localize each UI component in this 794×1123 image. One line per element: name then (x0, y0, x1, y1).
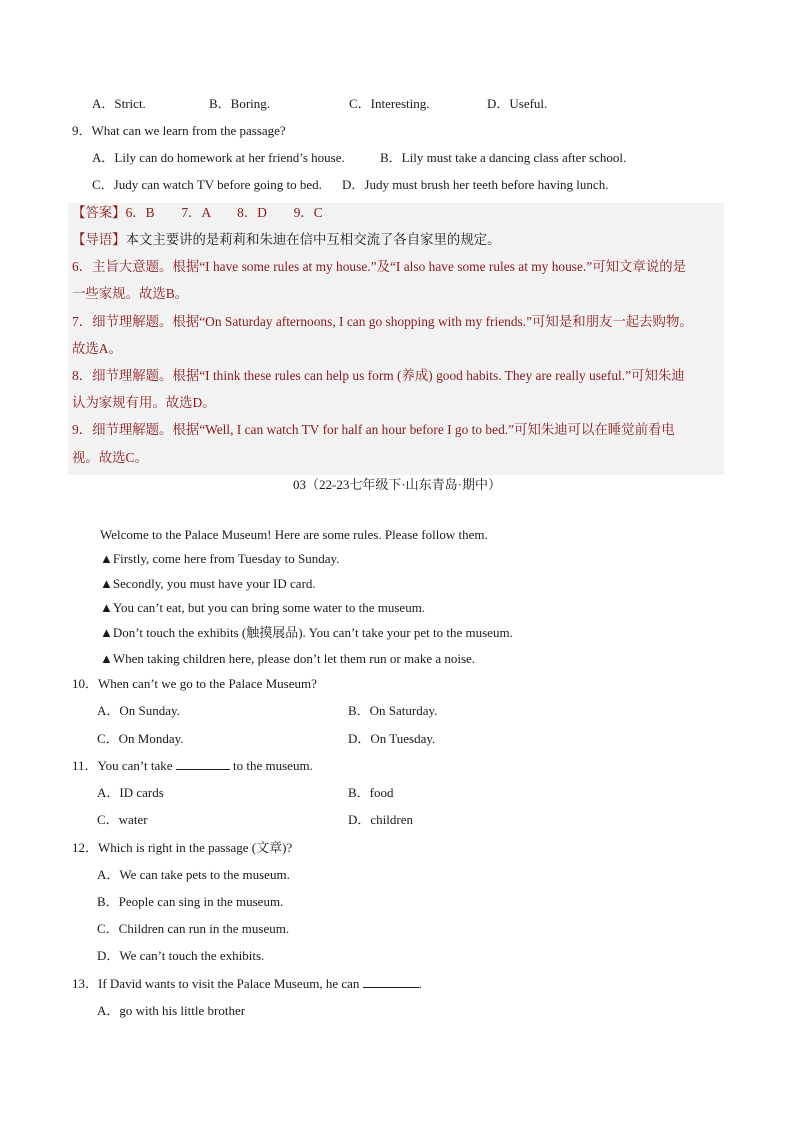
q9-option-b: B．Lily must take a dancing class after school. (380, 150, 627, 165)
q10-option-c: C．On Monday. (97, 731, 184, 746)
passage-intro: Welcome to the Palace Museum! Here are some rules. Please follow them. (100, 527, 488, 542)
guide-text: 本文主要讲的是莉莉和朱迪在信中互相交流了各自家里的规定。 (125, 232, 501, 247)
q10-option-b: B．On Saturday. (348, 703, 438, 718)
answers-tag: 【答案】 (72, 205, 126, 220)
q11-option-b: B．food (348, 785, 394, 800)
q11-option-a: A．ID cards (97, 785, 164, 800)
q12-stem: 12．Which is right in the passage (文章)? (72, 840, 293, 855)
explanation-9-line2: 视。故选C。 (72, 450, 148, 465)
q13-stem-post: . (418, 976, 422, 991)
explanation-8-line1: 8．细节理解题。根据“I think these rules can help us form (养成) good habits. They are really useful.”可知朱迪 (72, 368, 685, 383)
q11-stem-post: to the museum. (229, 758, 313, 773)
answers-line (72, 204, 323, 222)
q10-option-d: D．On Tuesday. (348, 731, 436, 746)
q11-blank (176, 757, 230, 770)
q11-stem-pre: 11．You can’t take (72, 758, 176, 773)
q11-option-c: C．water (97, 812, 148, 827)
q9-option-c: C．Judy can watch TV before going to bed. (92, 177, 322, 192)
explanation-7-line2: 故选A。 (72, 341, 122, 356)
section-heading: 03（22-23七年级下·山东青岛·期中） (293, 477, 501, 492)
q13-blank (363, 975, 419, 988)
q12-option-b: B．People can sing in the museum. (97, 894, 284, 909)
guide-tag: 【导语】 (72, 232, 126, 247)
q11-option-d: D．children (348, 812, 413, 827)
q8-option-d: D．Useful. (487, 96, 548, 111)
passage-rule-2: ▲Secondly, you must have your ID card. (100, 576, 316, 591)
q10-option-a: A．On Sunday. (97, 703, 180, 718)
passage-rule-3: ▲You can’t eat, but you can bring some water to the museum. (100, 600, 426, 615)
answers-text: 6．B 7．A 8．D 9．C (125, 205, 323, 220)
explanation-6-line1: 6．主旨大意题。根据“I have some rules at my house.”及“I also have some rules at my house.”可知文章说的是 (72, 259, 686, 274)
q9-option-d: D．Judy must brush her teeth before having lunch. (342, 177, 609, 192)
q8-option-a: A．Strict. (92, 96, 146, 111)
q12-option-c: C．Children can run in the museum. (97, 921, 290, 936)
passage-rule-5: ▲When taking children here, please don’t let them run or make a noise. (100, 651, 476, 666)
q11-stem (72, 757, 313, 775)
q12-option-a: A．We can take pets to the museum. (97, 867, 290, 882)
q13-stem (72, 975, 422, 993)
q12-option-d: D．We can’t touch the exhibits. (97, 948, 265, 963)
q13-stem-pre: 13．If David wants to visit the Palace Museum, he can (72, 976, 363, 991)
explanation-7-line1: 7．细节理解题。根据“On Saturday afternoons, I can go shopping with my friends.”可知是和朋友一起去购物。 (72, 314, 693, 329)
explanation-6-line2: 一些家规。故选B。 (72, 286, 189, 301)
q10-stem: 10．When can’t we go to the Palace Museum? (72, 676, 317, 691)
passage-rule-1: ▲Firstly, come here from Tuesday to Sunday. (100, 551, 340, 566)
q8-option-c: C．Interesting. (349, 96, 430, 111)
q8-option-b: B．Boring. (209, 96, 271, 111)
explanation-9-line1: 9．细节理解题。根据“Well, I can watch TV for half an hour before I go to bed.”可知朱迪可以在睡觉前看电 (72, 422, 675, 437)
q9-option-a: A．Lily can do homework at her friend’s house. (92, 150, 345, 165)
q13-option-a: A．go with his little brother (97, 1003, 246, 1018)
guide-line (72, 231, 501, 249)
passage-rule-4: ▲Don’t touch the exhibits (触摸展品). You can’t take your pet to the museum. (100, 625, 513, 640)
q9-stem: 9．What can we learn from the passage? (72, 123, 286, 138)
explanation-8-line2: 认为家规有用。故选D。 (72, 395, 216, 410)
